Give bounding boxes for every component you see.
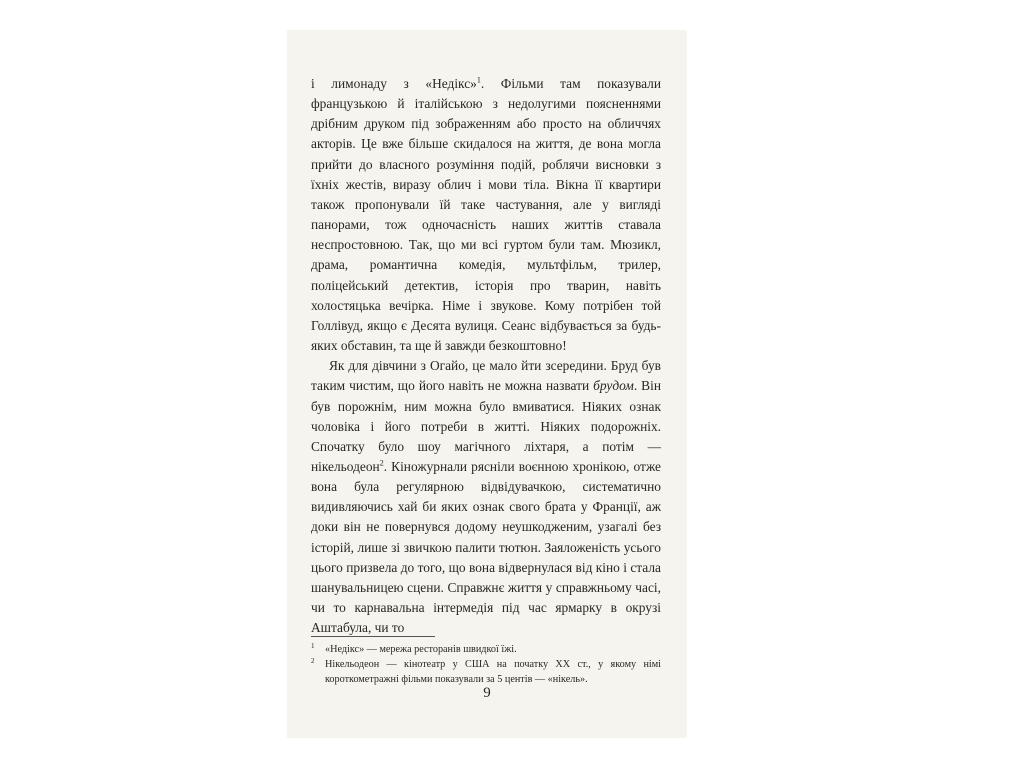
book-page [287, 30, 687, 738]
footnote-1-mark: 1 [311, 642, 315, 650]
paragraph-2-middle: . Він був порожнім, ним можна було вмиватися. Ніяких ознак чоловіка і його потреби в житті. Ніяких подорожніх. Спочатку було шоу магічного ліхтаря, а потім — нікельодеон [311, 378, 662, 474]
footnote-2 [311, 657, 661, 687]
footnote-2-mark: 2 [311, 657, 315, 665]
body-text [311, 74, 661, 638]
paragraph-2-end: . Кіножурнали рясніли воєнною хронікою, отже вона була регулярною відвідувачкою, систематично видивляючись хай би яких ознак свого брата у Франції, аж доки він не повернувся додому неушкодженим, узагалі без історій, лише зі звичкою палити тютюн. Заяложеність усього цього призвела до того, що вона відвернулася від кіно і стала шанувальницею сцени. Справжнє життя у справжньому часі, чи то карнавальна інтермедія під час ярмарку в окрузі Аштабула, чи то [311, 458, 661, 636]
footnote-1-text: «Недікс» — мережа ресторанів швидкої їжі. [325, 644, 517, 655]
page-number: 9 [483, 685, 491, 701]
paragraph-1-rest: . Фільми там показували французькою й італійською з недолугими поясненнями дрібним друком під зображенням або просто на обличчях акторів. Це вже більше скидалося на життя, де вона могла прийти до власного розуміння подій, роблячи висновки з їхніх жестів, виразу облич і мови тіла. Вікна її квартири також пропонували їй таке частування, але у вигляді панорами, тож одночасність наших життів ставала неспростовною. Так, що ми всі гуртом були там. Мюзикл, драма, романтична комедія, мультфільм, трилер, поліцейський детектив, історія про тварин, навіть холостяцька вечірка. Німе і звукове. Кому потрібен той Голлівуд, якщо є Десята вулиця. Сеанс відбувається за будь-яких обставин, та ще й завжди безкоштовно! [311, 76, 661, 354]
paragraph-2-start: Як для дівчини з Огайо, це мало йти зсередини. Бруд був таким чистим, що його навіть не можна назвати [311, 358, 661, 394]
emphasized-word: брудом [593, 378, 634, 394]
footnotes [311, 642, 661, 687]
footnote-1 [311, 642, 661, 657]
paragraph-1 [311, 74, 661, 356]
paragraph-1-start: і лимонаду з «Недікс» [311, 76, 477, 91]
paragraph-2 [311, 356, 661, 638]
footnote-2-text: Нікельодеон — кінотеатр у США на початку XX ст., у якому німі короткометражні фільми показували за 5 центів — «нікель». [325, 659, 661, 685]
footnote-separator [311, 636, 435, 637]
footnote-reference-2: 2 [379, 458, 384, 468]
footnote-reference-1: 1 [476, 75, 481, 85]
